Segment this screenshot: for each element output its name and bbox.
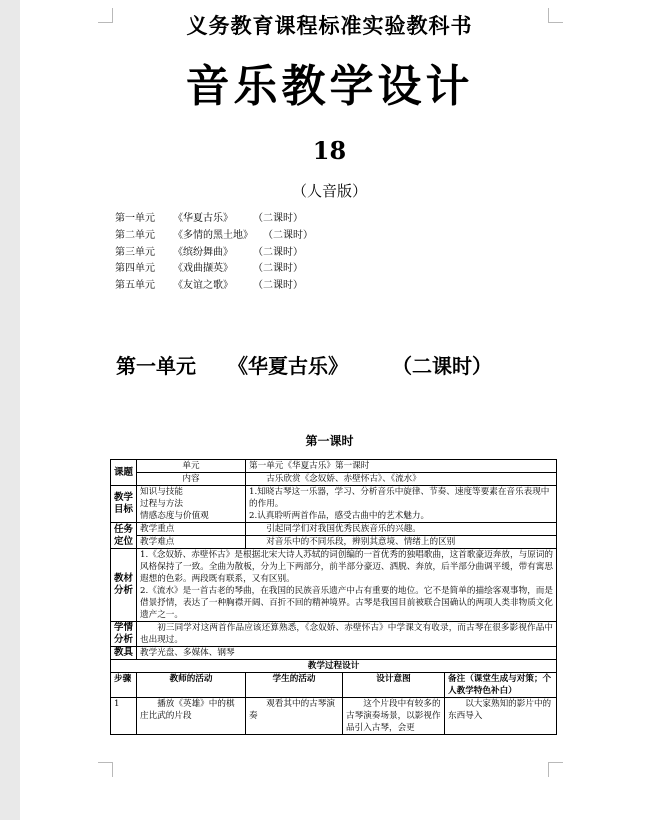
- students-label: 学情分析: [111, 622, 137, 647]
- process-header: 设计意图: [343, 673, 445, 698]
- step-cell: 1: [111, 698, 137, 735]
- toc-row: [115, 211, 313, 228]
- table-row: [111, 622, 557, 647]
- teacher-activity-cell: 播放《英雄》中的棋庄比武的片段: [137, 698, 246, 735]
- toc-row: [115, 278, 313, 295]
- toc-unit: 第一单元: [115, 213, 155, 224]
- key-point-value: 引起同学们对我国优秀民族音乐的兴趣。: [246, 523, 557, 536]
- unit-label: 单元: [137, 460, 246, 473]
- table-row: [111, 473, 557, 486]
- goal-item: 1.知晓古琴这一乐器，学习、分析音乐中旋律、节奏、速度等要素在音乐表现中的作用。: [249, 487, 550, 509]
- key-point-label: 教学重点: [137, 523, 246, 536]
- grade-number: 18: [312, 136, 347, 165]
- goals-label: 教学目标: [111, 486, 137, 523]
- toc-unit: 第五单元: [115, 280, 155, 292]
- design-intent-cell: 这个片段中有较多的古琴演奏场景，以影视作品引入古琴，会更: [343, 698, 445, 735]
- toc-unit: 第四单元: [115, 263, 155, 275]
- analysis-paragraph: 2.《流水》是一首古老的琴曲，在我国的民族音乐遗产中占有重要的地位。它不是简单的描绘客观事物，而是借景抒情，表达了一种胸襟开阔、百折不回的精神境界。古琴是我国目前被联合国确认的两项人类非物质文化遗产之一。: [140, 586, 554, 620]
- main-title: 音乐教学设计: [185, 61, 474, 112]
- toc-hours: （二课时）: [253, 280, 303, 292]
- process-header: 步骤: [111, 673, 137, 698]
- toc-unit: 第三单元: [115, 246, 155, 258]
- toc-hours: （二课时）: [253, 213, 303, 224]
- table-row: [111, 660, 557, 673]
- table-row: [111, 673, 557, 698]
- toc-hours: （二课时）: [253, 263, 303, 275]
- table-row: [111, 523, 557, 536]
- toc-name: 《多情的黑土地》: [173, 229, 253, 241]
- goals-categories: [137, 486, 246, 523]
- toc-name: 《缤纷舞曲》: [173, 246, 233, 258]
- toc-hours: （二课时）: [263, 229, 313, 241]
- table-row: [111, 647, 557, 660]
- table-row: [111, 549, 557, 622]
- toc-row: [115, 245, 313, 262]
- table-row: [111, 698, 557, 735]
- focus-label: 任务定位: [111, 523, 137, 549]
- content-value: 古乐欣赏《念奴娇、赤壁怀古》、《流水》: [246, 473, 557, 486]
- unit-heading-unit: 第一单元: [116, 354, 196, 378]
- analysis-label: 教材分析: [111, 549, 137, 622]
- table-row: [111, 486, 557, 523]
- crop-mark-bottom-right: [548, 762, 563, 777]
- tools-text: 教学光盘、多媒体、钢琴: [137, 647, 557, 660]
- crop-mark-bottom-left: [98, 762, 113, 777]
- lesson-plan-table: [110, 459, 557, 735]
- toc-unit: 第二单元: [115, 229, 155, 241]
- goal-category: 知识与技能: [140, 487, 183, 497]
- analysis-paragraph: 1.《念奴娇、赤壁怀古》是根据北宋大诗人苏轼的词创编的一首优秀的独唱歌曲，这首歌豪迈奔放，与原词的风格保持了一致。全曲为散板，分为上下两部分，前半部分豪迈、洒脱、奔放，后半部分曲调平缓，带有寓思遐想的色彩。两段既有联系，又有区别。: [140, 550, 554, 584]
- unit-heading: [116, 350, 492, 379]
- content-label: 内容: [137, 473, 246, 486]
- difficulty-value: 对音乐中的不同乐段，辨别其意境、情绪上的区别: [246, 536, 557, 549]
- unit-heading-hours: （二课时）: [392, 354, 492, 378]
- goal-category: 过程与方法: [140, 499, 183, 509]
- unit-value: 第一单元《华夏古乐》第一课时: [246, 460, 557, 473]
- process-title: 教学过程设计: [111, 660, 557, 673]
- difficulty-label: 教学难点: [137, 536, 246, 549]
- student-activity-cell: 观看其中的古琴演奏: [246, 698, 343, 735]
- lesson-title: 第一课时: [305, 434, 354, 448]
- notes-cell: 以大家熟知的影片中的东西导入: [445, 698, 557, 735]
- toc-row: [115, 261, 313, 278]
- toc-name: 《戏曲撷英》: [173, 263, 233, 275]
- table-of-contents: [115, 211, 313, 295]
- toc-name: 《友谊之歌》: [173, 280, 233, 292]
- tools-label: 教具: [111, 647, 137, 660]
- process-header: 学生的活动: [246, 673, 343, 698]
- goals-items: [246, 486, 557, 523]
- topic-label: 课题: [111, 460, 137, 486]
- analysis-text: [137, 549, 557, 622]
- edition-label: （人音版）: [291, 182, 367, 200]
- toc-name: 《华夏古乐》: [173, 213, 233, 224]
- process-header: 教师的活动: [137, 673, 246, 698]
- table-row: [111, 460, 557, 473]
- goal-category: 情感态度与价值观: [140, 511, 209, 521]
- goal-item: 2.认真聆听两首作品，感受古曲中的艺术魅力。: [249, 511, 430, 521]
- process-header: 备注（课堂生成与对策；个人教学特色补白）: [445, 673, 557, 698]
- toc-row: [115, 228, 313, 245]
- unit-heading-name: 《华夏古乐》: [228, 354, 348, 378]
- table-row: [111, 536, 557, 549]
- series-title: 义务教育课程标准实验教科书: [186, 13, 473, 38]
- students-text: 初三同学对这两首作品应该还算熟悉，《念奴娇、赤壁怀古》中学课文有收录，而古琴在很多影视作品中也出现过。: [137, 622, 557, 647]
- toc-hours: （二课时）: [253, 246, 303, 258]
